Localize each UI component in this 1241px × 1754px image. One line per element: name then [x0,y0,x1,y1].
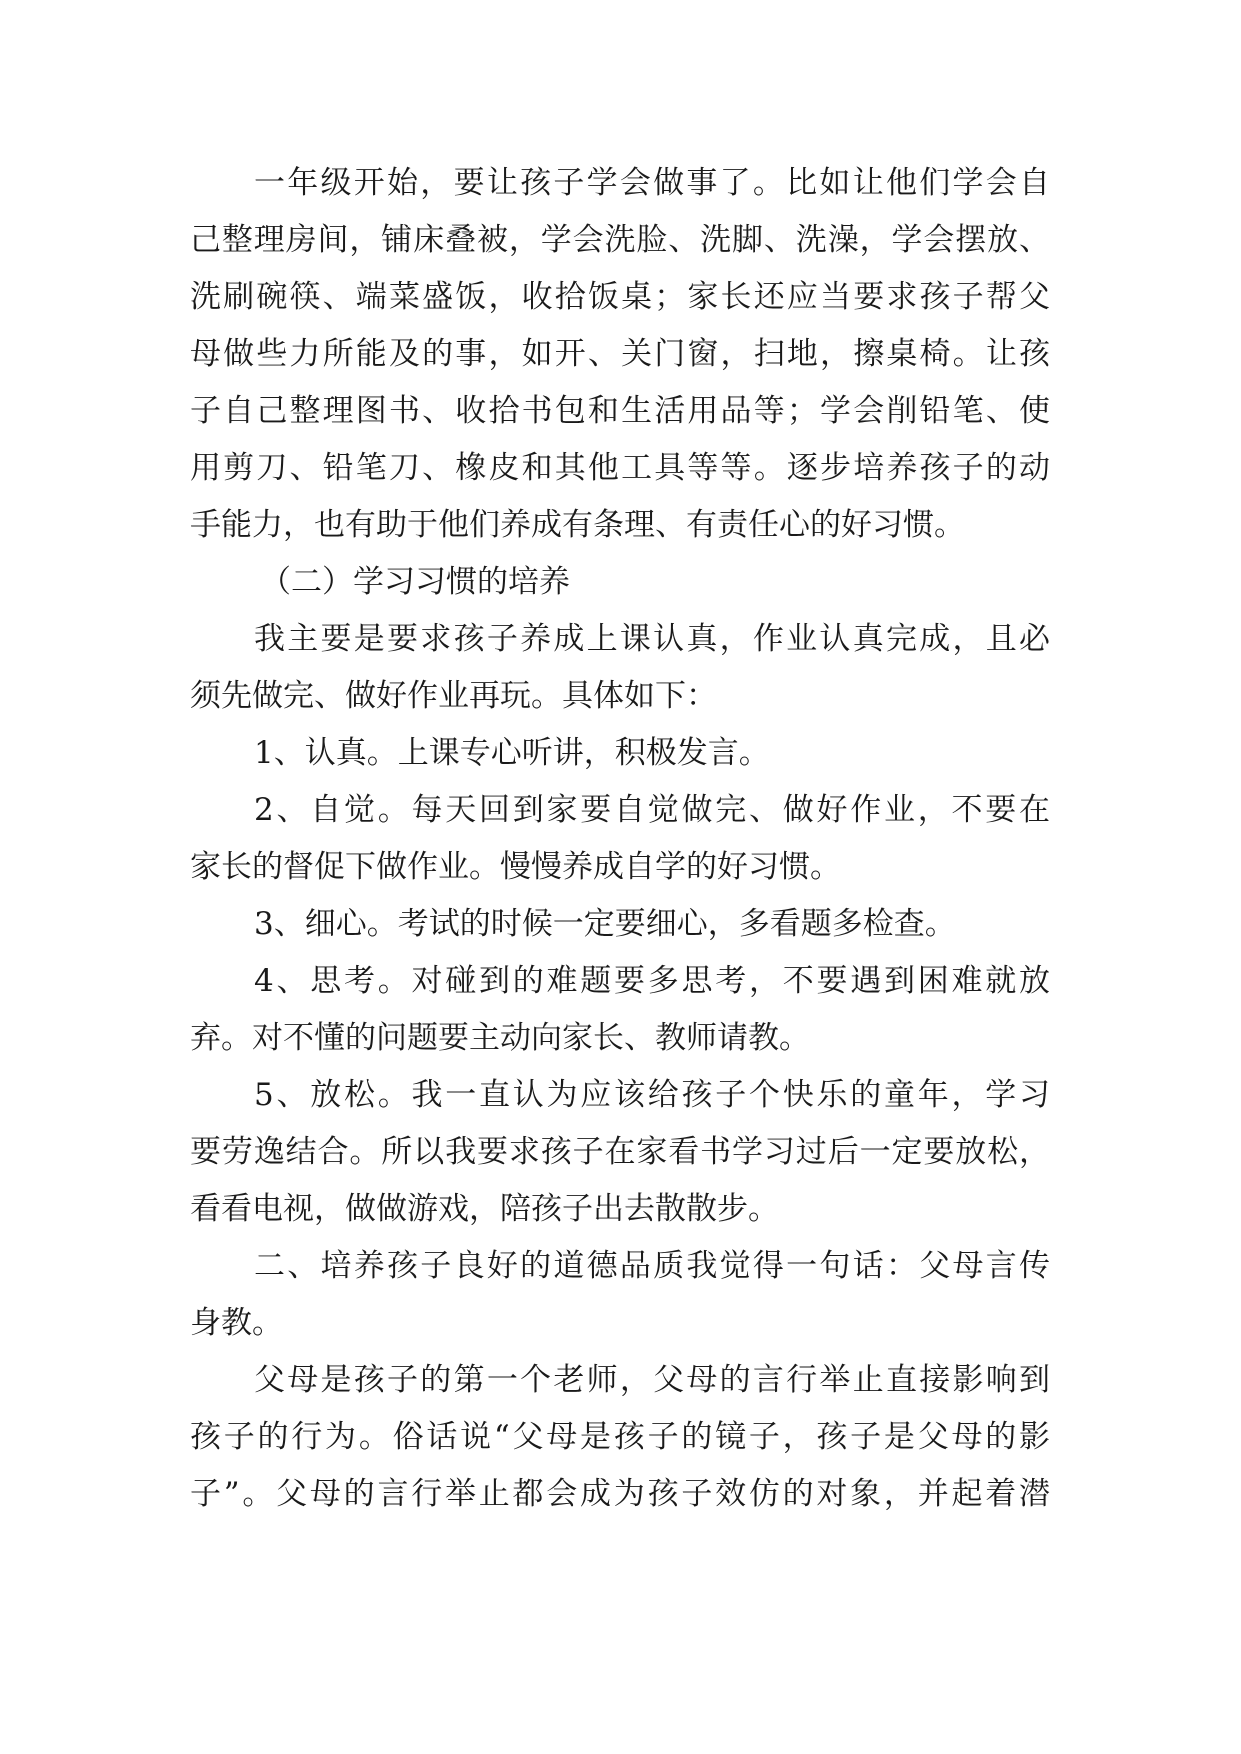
body-line: 子”。父母的言行举止都会成为孩子效仿的对象，并起着潜 [190,1476,1050,1512]
section-subheading: （二）学习习惯的培养 [260,564,570,600]
list-item: 2、自觉。每天回到家要自觉做完、做好作业，不要在 [254,792,1050,828]
body-line: 要劳逸结合。所以我要求孩子在家看书学习过后一定要放松， [190,1134,1050,1170]
body-line: 用剪刀、铅笔刀、橡皮和其他工具等等。逐步培养孩子的动 [190,450,1050,486]
list-item: 5、放松。我一直认为应该给孩子个快乐的童年，学习 [254,1077,1050,1113]
list-item: 4、思考。对碰到的难题要多思考，不要遇到困难就放 [254,963,1050,999]
body-line: 弃。对不懂的问题要主动向家长、教师请教。 [190,1020,810,1056]
body-line: 一年级开始，要让孩子学会做事了。比如让他们学会自 [254,165,1050,201]
body-line: 父母是孩子的第一个老师，父母的言行举止直接影响到 [254,1362,1050,1398]
body-line: 家长的督促下做作业。慢慢养成自学的好习惯。 [190,849,841,885]
body-line: 我主要是要求孩子养成上课认真，作业认真完成，且必 [254,621,1050,657]
body-line: 子自己整理图书、收拾书包和生活用品等；学会削铅笔、使 [190,393,1050,429]
body-line: 手能力，也有助于他们养成有条理、有责任心的好习惯。 [190,507,965,543]
body-line: 己整理房间，铺床叠被，学会洗脸、洗脚、洗澡，学会摆放、 [190,222,1050,258]
document-body [190,155,1050,1523]
section-heading: 二、培养孩子良好的道德品质我觉得一句话：父母言传 [254,1248,1050,1284]
body-line: 身教。 [190,1305,283,1341]
list-item: 1、认真。上课专心听讲，积极发言。 [254,735,770,771]
body-line: 洗刷碗筷、端菜盛饭，收拾饭桌；家长还应当要求孩子帮父 [190,279,1050,315]
body-line: 母做些力所能及的事，如开、关门窗，扫地，擦桌椅。让孩 [190,336,1050,372]
body-line: 须先做完、做好作业再玩。具体如下： [190,678,717,714]
body-line: 看看电视，做做游戏，陪孩子出去散散步。 [190,1191,779,1227]
list-item: 3、细心。考试的时候一定要细心，多看题多检查。 [254,906,956,942]
body-line: 孩子的行为。俗话说“父母是孩子的镜子，孩子是父母的影 [190,1419,1050,1455]
